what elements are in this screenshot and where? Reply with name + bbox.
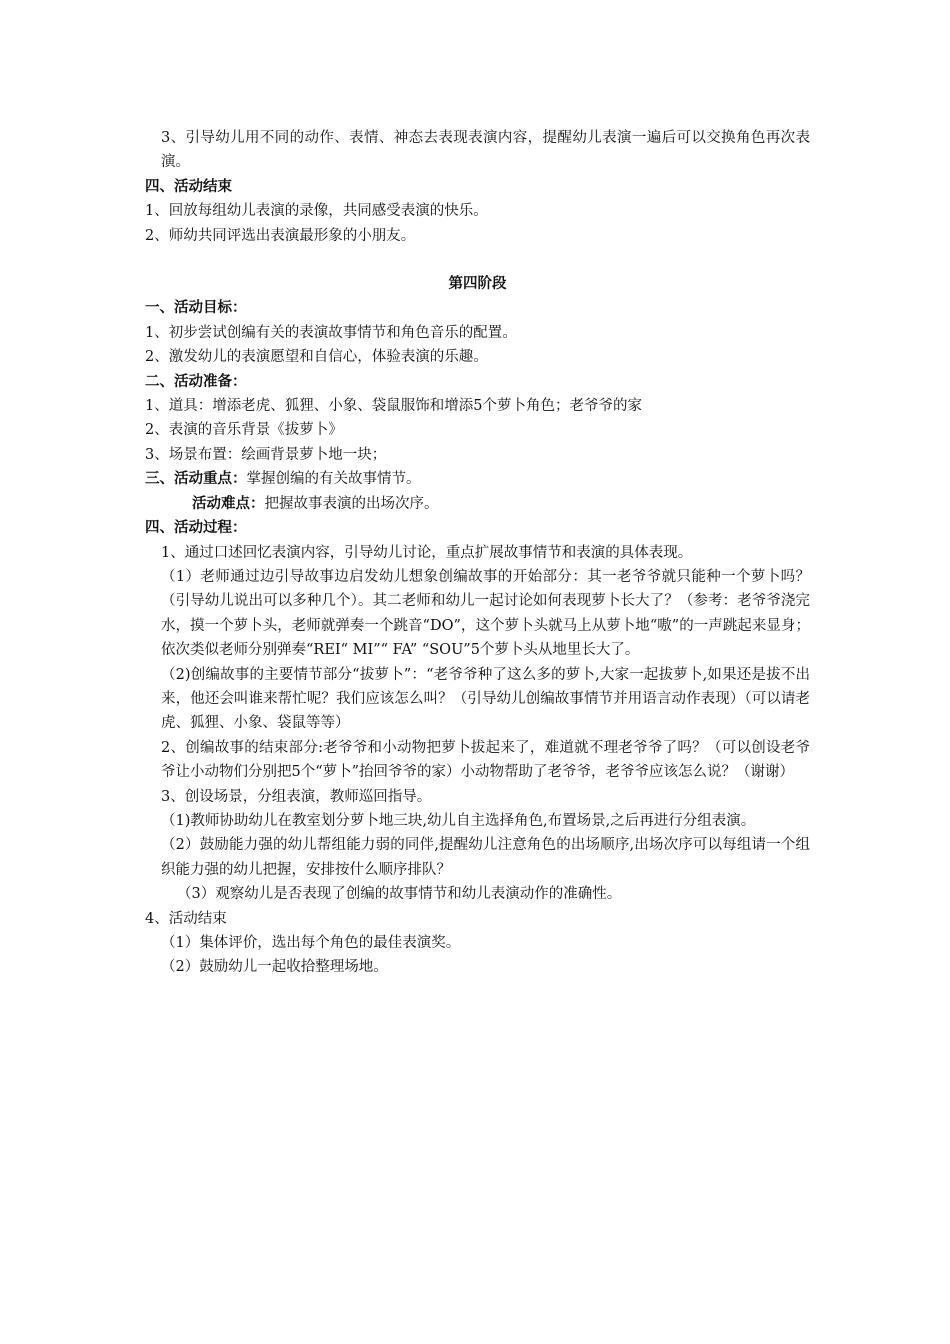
end-item-1: 1、回放每组幼儿表演的录像，共同感受表演的快乐。 — [145, 203, 488, 220]
process-step-3-3: （3）观察幼儿是否表现了创编的故事情节和幼儿表演动作的准确性。 — [177, 886, 622, 903]
goal-item-2: 2、激发幼儿的表演愿望和自信心，体验表演的乐趣。 — [145, 349, 488, 366]
spacer — [145, 248, 810, 272]
process-step-4-1: （1）集体评价，选出每个角色的最佳表演奖。 — [161, 935, 461, 951]
end-item-2: 2、师幼共同评选出表演最形象的小朋友。 — [145, 227, 416, 244]
stage-title: 第四阶段 — [448, 275, 507, 293]
process-step-4-2: （2）鼓励幼儿一起收拾整理场地。 — [161, 959, 388, 976]
prep-item-1: 1、道具：增添老虎、狐狸、小象、袋鼠服饰和增添5个萝卜角色；老爷爷的家 — [145, 398, 642, 415]
process-step-3: 3、创设场景，分组表演，教师巡回指导。 — [161, 788, 432, 805]
process-step-1-1: （1）老师通过边引导故事边启发幼儿想象创编故事的开始部分：其一老爷爷就只能种一个萝卜吗？（引导幼儿说出可以多种几个）。其二老师和幼儿一起讨论如何表现萝卜长大了？（参考：老爷爷浇完水，摸一个萝卜头，老师就弹奏一个跳音“DO”，这个萝卜头就马上从萝卜地“嗷”的一声跳起来显身；依次类似老师分别弹奏“REI“ MI”“ FA” “SOU”5个萝卜头从地里长大了。 — [161, 568, 810, 659]
goal-item-1: 1、初步尝试创编有关的表演故事情节和角色音乐的配置。 — [145, 324, 517, 341]
key-point-label: 三、活动重点： — [145, 470, 247, 488]
difficulty-label: 活动难点： — [192, 494, 265, 512]
section-heading-activity-end: 四、活动结束 — [145, 177, 232, 195]
prep-item-3: 3、场景布置：绘画背景萝卜地一块； — [145, 446, 387, 463]
process-step-3-2: （2）鼓励能力强的幼儿帮组能力弱的同伴,提醒幼儿注意角色的出场顺序,出场次序可以每组请一个组织能力强的幼儿把握，安排按什么顺序排队？ — [161, 837, 810, 878]
prep-heading: 二、活动准备： — [145, 372, 247, 390]
process-step-1: 1、通过口述回忆表演内容，引导幼儿讨论，重点扩展故事情节和表演的具体表现。 — [161, 544, 693, 561]
difficulty-text: 把握故事表演的出场次序。 — [264, 495, 439, 512]
prev-step-3: 3、引导幼儿用不同的动作、表情、神态去表现表演内容，提醒幼儿表演一遍后可以交换角色再次表演。 — [161, 130, 810, 171]
prep-item-2: 2、表演的音乐背景《拔萝卜》 — [145, 422, 343, 439]
process-step-3-1: （1)教师协助幼儿在教室划分萝卜地三块,幼儿自主选择角色,布置场景,之后再进行分组表演。 — [161, 812, 756, 829]
key-point-text: 掌握创编的有关故事情节。 — [246, 471, 421, 488]
process-step-4: 4、活动结束 — [145, 910, 227, 927]
document-body — [145, 126, 810, 980]
process-step-1-2: （2)创编故事的主要情节部分“拔萝卜”：“老爷爷种了这么多的萝卜,大家一起拔萝卜,如果还是拔不出来，他还会叫谁来帮忙呢？我们应该怎么叫？（引导幼儿创编故事情节并用语言动作表现）（可以请老虎、狐狸、小象、袋鼠等等） — [161, 666, 810, 732]
key-point-line — [145, 467, 810, 491]
process-step-2: 2、创编故事的结束部分:老爷爷和小动物把萝卜拔起来了，难道就不理老爷爷了吗？（可以创设老爷爷让小动物们分别把5个“萝卜”抬回爷爷的家）小动物帮助了老爷爷，老爷爷应该怎么说？（谢谢） — [161, 739, 810, 781]
process-heading: 四、活动过程： — [145, 519, 247, 537]
difficulty-line — [145, 492, 810, 516]
goals-heading: 一、活动目标： — [145, 299, 247, 317]
